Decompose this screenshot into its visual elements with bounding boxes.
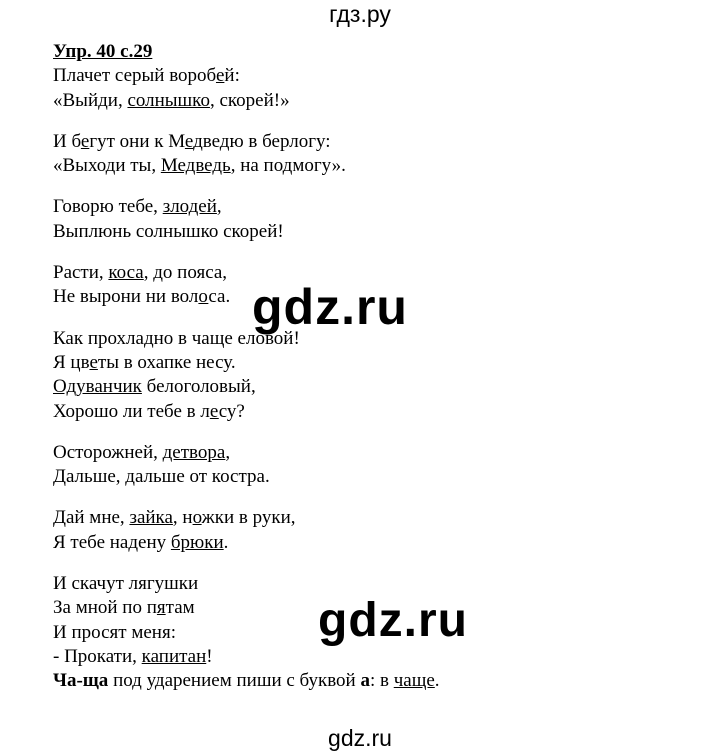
text-segment: Плачет серый вороб xyxy=(53,65,216,87)
underlined-text: солнышко xyxy=(127,89,210,111)
watermark: gdz.ru xyxy=(318,594,468,647)
text-segment: Хорошо ли тебе в л xyxy=(53,400,210,422)
stanza xyxy=(53,195,693,244)
underlined-text: е xyxy=(215,65,225,87)
text-segment: И скачут лягушки xyxy=(53,573,199,595)
underlined-text: капитан xyxy=(141,645,207,667)
text-segment: дведю в берлогу: xyxy=(193,130,331,152)
site-header: гдз.ру xyxy=(329,1,391,27)
stanza xyxy=(53,64,693,113)
text-segment: белоголовый, xyxy=(141,376,256,398)
text-segment: , xyxy=(225,441,231,463)
text-segment: : в xyxy=(369,670,394,692)
text-line xyxy=(53,669,693,693)
bold-text: а xyxy=(360,670,370,692)
text-segment: Дальше, дальше от костра. xyxy=(53,466,270,488)
text-segment: там xyxy=(165,597,195,619)
text-line xyxy=(53,465,693,489)
stanza xyxy=(53,506,693,555)
underlined-text: е xyxy=(80,130,90,152)
text-segment: - Прокати, xyxy=(53,645,142,667)
underlined-text: Одуванчик xyxy=(53,376,142,398)
text-segment: ты в охапке несу. xyxy=(97,351,236,373)
text-segment: , до пояса, xyxy=(143,262,228,284)
underlined-text: брюки xyxy=(170,531,224,553)
text-line xyxy=(53,220,693,244)
text-line xyxy=(53,154,693,178)
text-segment: , н xyxy=(172,507,193,529)
text-segment: гут они к М xyxy=(89,130,185,152)
underlined-text: коса xyxy=(108,262,144,284)
exercise-title: Упр. 40 с.29 xyxy=(53,41,153,62)
text-line xyxy=(53,645,693,669)
underlined-text: е xyxy=(184,130,194,152)
text-line xyxy=(53,375,693,399)
text-segment: Осторожней, xyxy=(53,441,163,463)
text-segment: , на подмогу». xyxy=(230,155,346,177)
text-line xyxy=(53,89,693,113)
underlined-text: е xyxy=(209,400,219,422)
text-segment: , скорей!» xyxy=(209,89,290,111)
text-segment: Я цв xyxy=(53,351,90,373)
underlined-text: е xyxy=(89,351,98,373)
text-segment: под ударением пиши с буквой xyxy=(108,670,361,692)
watermark: gdz.ru xyxy=(252,279,408,335)
stanza xyxy=(53,327,693,424)
text-line xyxy=(53,64,693,88)
text-line xyxy=(53,531,693,555)
text-line xyxy=(53,506,693,530)
text-line xyxy=(53,441,693,465)
text-segment: й: xyxy=(224,65,240,87)
text-segment: су? xyxy=(218,400,245,422)
underlined-text: Медведь xyxy=(160,155,231,177)
underlined-text: о xyxy=(192,507,202,529)
text-segment: . xyxy=(223,531,229,553)
text-segment: За мной по п xyxy=(53,597,157,619)
underlined-text: чаще xyxy=(393,670,435,692)
text-line xyxy=(53,572,693,596)
underlined-text: детвора xyxy=(162,441,226,463)
text-segment: ! xyxy=(206,645,213,667)
text-segment: , xyxy=(216,196,222,218)
text-segment: «Выходи ты, xyxy=(53,155,161,177)
site-footer: gdz.ru xyxy=(328,725,392,751)
stanza xyxy=(53,441,693,490)
text-line xyxy=(53,400,693,424)
text-segment: И б xyxy=(53,130,81,152)
text-line xyxy=(53,195,693,219)
text-segment: жки в руки, xyxy=(201,507,296,529)
text-segment: са. xyxy=(208,286,231,308)
text-segment: Не вырони ни вол xyxy=(53,286,199,308)
text-line xyxy=(53,351,693,375)
text-segment: Говорю тебе, xyxy=(53,196,163,218)
text-segment: Как прохладно в чаще еловой! xyxy=(53,327,300,349)
underlined-text: о xyxy=(198,286,209,308)
stanza xyxy=(53,130,693,179)
text-segment: «Выйди, xyxy=(53,89,128,111)
underlined-text: зайка xyxy=(129,507,173,529)
underlined-text: злодей xyxy=(162,196,217,218)
text-segment: Расти, xyxy=(53,262,109,284)
bold-text: Ча-ща xyxy=(53,670,109,692)
text-segment: . xyxy=(434,670,440,692)
text-segment: Дай мне, xyxy=(53,507,130,529)
text-segment: Я тебе надену xyxy=(53,531,171,553)
underlined-text: я xyxy=(156,597,166,619)
text-segment: Выплюнь солнышко скорей! xyxy=(53,220,284,242)
text-line xyxy=(53,130,693,154)
text-segment: И просят меня: xyxy=(53,621,176,643)
